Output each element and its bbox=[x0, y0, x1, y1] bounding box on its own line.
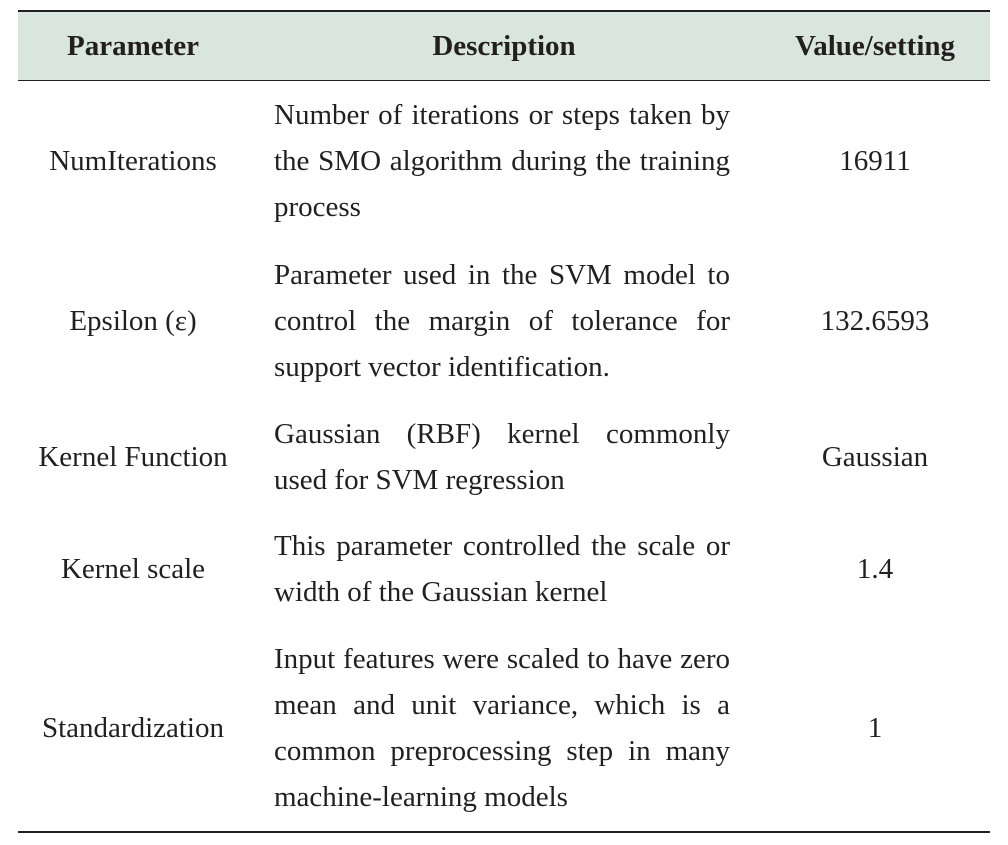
cell-value: Gaussian bbox=[821, 441, 929, 473]
cell-description: This parameter controlled the scale or width of the Gaussian kernel bbox=[274, 530, 730, 608]
cell-value: 16911 bbox=[839, 145, 911, 177]
table-row bbox=[18, 513, 990, 625]
cell-parameter: Kernel Function bbox=[38, 441, 228, 473]
parameter-table-container bbox=[18, 10, 990, 833]
cell-description: Input features were scaled to have zero mean and unit variance, which is a common preprocessing step in many machine-learning models bbox=[248, 625, 760, 832]
cell-description: Gaussian (RBF) kernel commonly used for SVM regression bbox=[274, 418, 730, 496]
cell-value: 1 bbox=[760, 625, 990, 832]
cell-value: 132.6593 bbox=[820, 305, 930, 337]
cell-description: Parameter used in the SVM model to control the margin of tolerance for support vector identification. bbox=[274, 259, 730, 383]
header-parameter: Parameter bbox=[18, 11, 248, 81]
header-row bbox=[18, 11, 990, 81]
cell-parameter: Standardization bbox=[18, 625, 248, 832]
table-row bbox=[18, 81, 990, 242]
cell-parameter: Kernel scale bbox=[60, 553, 206, 585]
table-body bbox=[18, 81, 990, 833]
header-description: Description bbox=[248, 11, 760, 81]
table-row bbox=[18, 241, 990, 401]
header-value: Value/setting bbox=[760, 11, 990, 81]
table-row bbox=[18, 401, 990, 513]
cell-parameter: NumIterations bbox=[49, 145, 217, 177]
table-row bbox=[18, 625, 990, 832]
cell-value: 1.4 bbox=[856, 553, 894, 585]
table-header bbox=[18, 11, 990, 81]
parameter-table bbox=[18, 10, 990, 833]
cell-description: Number of iterations or steps taken by the SMO algorithm during the training process bbox=[274, 99, 730, 223]
cell-parameter: Epsilon (ε) bbox=[69, 305, 197, 337]
